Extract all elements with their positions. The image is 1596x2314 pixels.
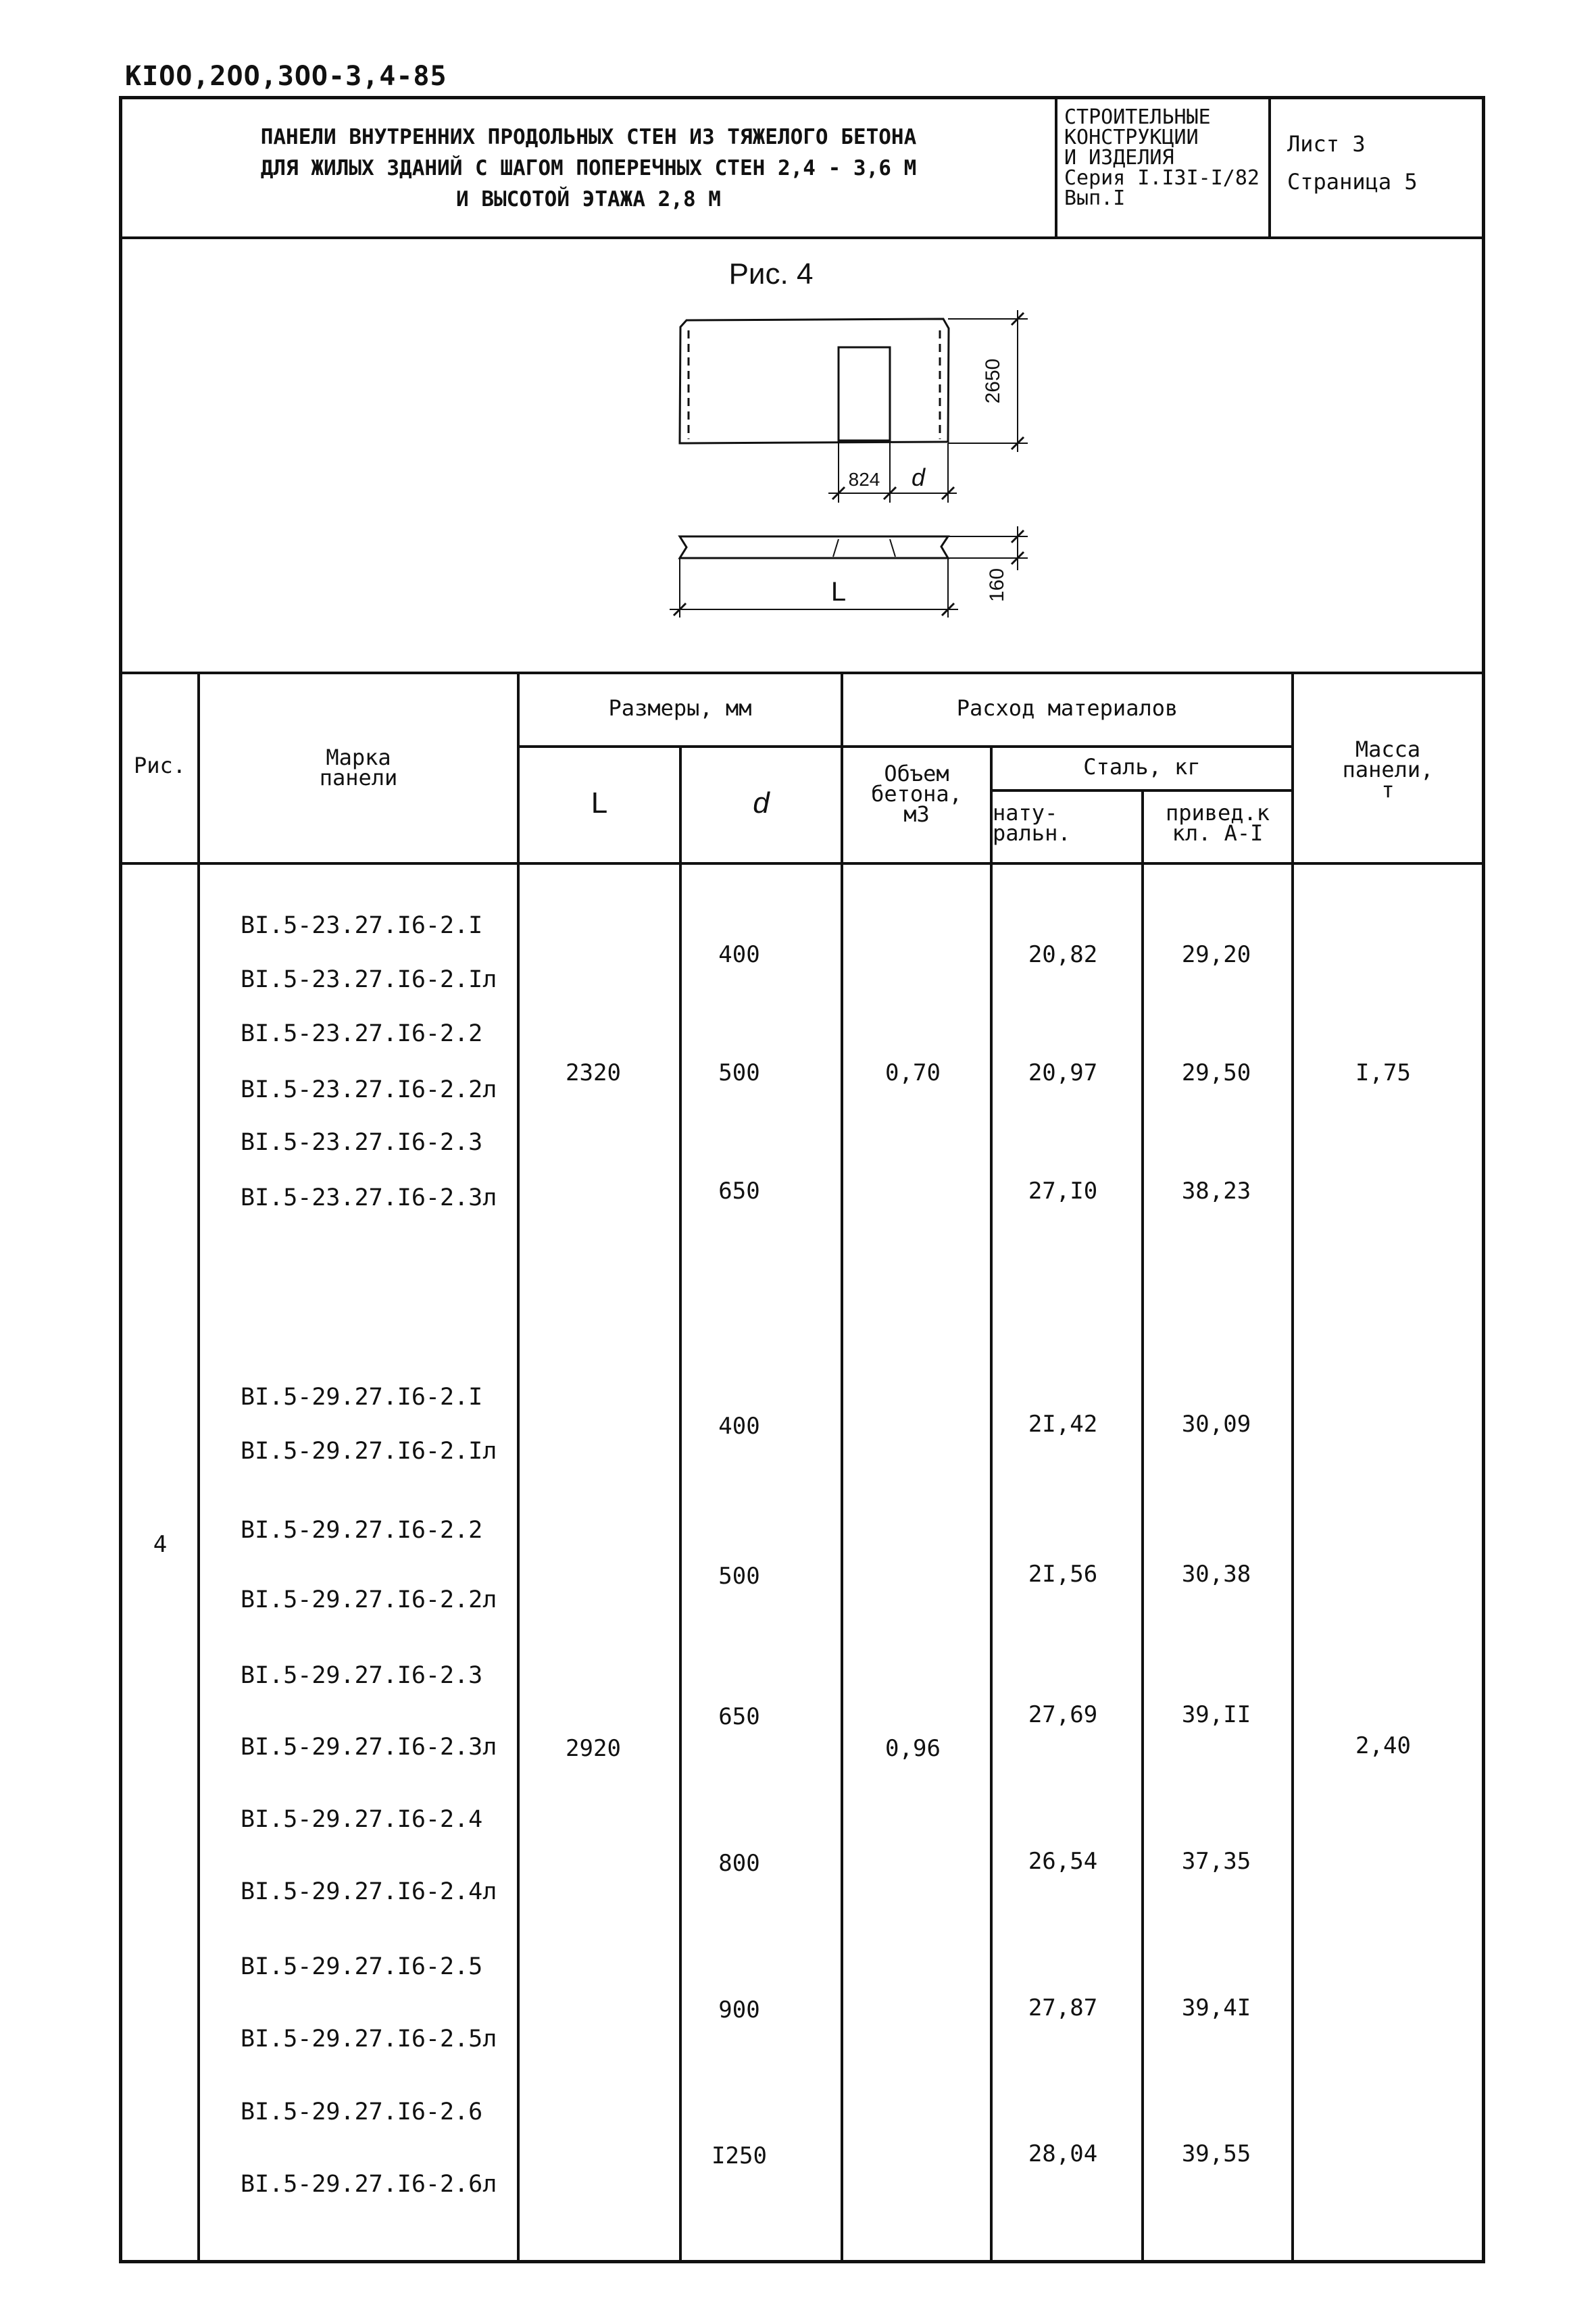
volume-value: 0,70 — [885, 1059, 941, 1086]
header-reduced — [1144, 800, 1291, 846]
dim-d-label: d — [911, 463, 926, 491]
page-number: Страница 5 — [1287, 169, 1418, 195]
header-sizes: Размеры, мм — [608, 695, 752, 721]
steel-reduced-value: 30,09 — [1181, 1411, 1251, 1438]
steel-reduced-value: 29,50 — [1181, 1059, 1251, 1086]
sheet-block — [1274, 99, 1483, 236]
panel-mark: BI.5-29.27.I6-2.3 — [241, 1662, 483, 1689]
plan-opening-line — [833, 539, 839, 557]
figure-caption: Рис. 4 — [728, 257, 814, 291]
table-divider — [841, 674, 843, 2260]
dim-length-label: L — [830, 577, 847, 607]
panel-plan — [680, 536, 948, 558]
steel-reduced-value: 39,55 — [1181, 2140, 1251, 2167]
title-line: И ВЫСОТОЙ ЭТАЖА 2,8 М — [456, 186, 721, 211]
table-divider — [517, 674, 520, 2260]
figure-number: 4 — [153, 1531, 168, 1558]
header-mark-line: Марка — [326, 745, 391, 770]
steel-natural-value: 27,I0 — [1028, 1178, 1098, 1205]
title-line: ДЛЯ ЖИЛЫХ ЗДАНИЙ С ШАГОМ ПОПЕРЕЧНЫХ СТЕН 2,4 - 3,6 М — [260, 155, 917, 180]
steel-natural-value: 20,97 — [1028, 1059, 1098, 1086]
document-title — [122, 99, 1057, 236]
panel-drawing — [122, 239, 1482, 672]
panel-mark: BI.5-29.27.I6-2.5л — [241, 2026, 497, 2053]
header-mass-line: т — [1381, 777, 1395, 803]
panel-mark: BI.5-23.27.I6-2.2л — [241, 1076, 497, 1103]
steel-natural-value: 27,69 — [1028, 1701, 1098, 1728]
panel-mark: BI.5-29.27.I6-2.4 — [241, 1806, 483, 1833]
header-natural — [993, 800, 1141, 846]
table-divider — [990, 789, 1294, 792]
series-line: И ИЗДЕЛИЯ — [1064, 146, 1174, 170]
d-value: 650 — [718, 1178, 760, 1205]
panel-mark: BI.5-23.27.I6-2.2 — [241, 1020, 483, 1047]
header-mark — [200, 747, 517, 788]
steel-natural-value: 2I,42 — [1028, 1411, 1098, 1438]
table-divider — [197, 674, 200, 2260]
header-natural-line: нату- — [993, 800, 1058, 826]
d-value: 800 — [718, 1850, 760, 1877]
header-steel: Сталь, кг — [1083, 754, 1201, 780]
header-mass-line: Масса — [1355, 736, 1421, 762]
panel-mark: BI.5-29.27.I6-2.Iл — [241, 1438, 497, 1465]
table-header-bottom — [122, 862, 1482, 865]
steel-reduced-value: 37,35 — [1181, 1848, 1251, 1875]
figure-panel — [122, 239, 1482, 674]
header-materials: Расход материалов — [956, 695, 1178, 721]
volume-value: 0,96 — [885, 1735, 941, 1762]
panel-elevation — [680, 319, 949, 443]
series-block — [1057, 99, 1271, 236]
panel-mark: BI.5-29.27.I6-2.5 — [241, 1953, 483, 1980]
d-value: 400 — [718, 1413, 760, 1440]
panel-mark: BI.5-29.27.I6-2.I — [241, 1384, 483, 1411]
mass-value: 2,40 — [1355, 1732, 1411, 1759]
header-mark-line: панели — [319, 765, 398, 790]
series-line: Вып.I — [1064, 186, 1126, 210]
mass-value: I,75 — [1355, 1059, 1411, 1086]
door-opening — [839, 347, 890, 441]
panel-mark: BI.5-23.27.I6-2.3 — [241, 1129, 483, 1156]
document-frame — [119, 96, 1485, 2263]
header-volume-line: Объем — [884, 761, 949, 786]
panel-mark: BI.5-23.27.I6-2.3л — [241, 1184, 497, 1211]
steel-natural-value: 26,54 — [1028, 1848, 1098, 1875]
dim-opening-label: 824 — [848, 469, 880, 490]
table-divider — [517, 745, 1294, 748]
table-divider — [1291, 674, 1294, 2260]
steel-natural-value: 20,82 — [1028, 941, 1098, 968]
header-fig: Рис. — [133, 753, 186, 778]
series-line: СТРОИТЕЛЬНЫЕ — [1064, 105, 1211, 129]
panel-mark: BI.5-23.27.I6-2.Iл — [241, 966, 497, 993]
series-line: КОНСТРУКЦИИ — [1064, 126, 1199, 149]
header-reduced-line: привед.к — [1165, 800, 1270, 826]
panel-mark: BI.5-29.27.I6-2.6 — [241, 2098, 483, 2126]
document-code: KIOO,2OO,3OO-3,4-85 — [125, 61, 447, 92]
length-value: 2320 — [566, 1059, 621, 1086]
steel-reduced-value: 39,4I — [1181, 1994, 1251, 2021]
table-divider — [1141, 789, 1144, 2260]
d-value: 900 — [718, 1996, 760, 2023]
table-divider — [990, 745, 993, 2260]
materials-table — [122, 674, 1482, 2260]
series-line: Серия I.I3I-I/82 — [1064, 166, 1260, 190]
sheet-number: Лист 3 — [1287, 131, 1366, 157]
steel-reduced-value: 29,20 — [1181, 941, 1251, 968]
steel-reduced-value: 30,38 — [1181, 1561, 1251, 1588]
header-mass-line: панели, — [1342, 757, 1434, 782]
dim-height-label: 2650 — [982, 358, 1004, 404]
header-volume-line: м3 — [903, 801, 930, 827]
header-L: L — [591, 786, 608, 820]
length-value: 2920 — [566, 1735, 621, 1762]
panel-mark: BI.5-29.27.I6-2.3л — [241, 1734, 497, 1761]
panel-mark: BI.5-29.27.I6-2.2л — [241, 1586, 497, 1613]
panel-mark: BI.5-29.27.I6-2.4л — [241, 1878, 497, 1905]
steel-natural-value: 27,87 — [1028, 1994, 1098, 2021]
steel-reduced-value: 39,II — [1181, 1701, 1251, 1728]
steel-reduced-value: 38,23 — [1181, 1178, 1251, 1205]
title-line: ПАНЕЛИ ВНУТРЕННИХ ПРОДОЛЬНЫХ СТЕН ИЗ ТЯЖЕЛОГО БЕТОНА — [260, 124, 917, 149]
header-reduced-line: кл. А-I — [1172, 820, 1264, 846]
d-value: 500 — [718, 1059, 760, 1086]
header-d: d — [753, 786, 770, 820]
plan-opening-line — [890, 539, 895, 557]
header-natural-line: ральн. — [993, 820, 1071, 846]
panel-mark: BI.5-23.27.I6-2.I — [241, 912, 483, 939]
steel-natural-value: 2I,56 — [1028, 1561, 1098, 1588]
header-volume-line: бетона, — [871, 781, 962, 807]
header-mass — [1294, 736, 1482, 803]
d-value: 400 — [718, 941, 760, 968]
d-value: 500 — [718, 1563, 760, 1590]
table-divider — [679, 745, 682, 2260]
d-value: I250 — [712, 2142, 767, 2169]
title-block — [122, 99, 1482, 239]
steel-natural-value: 28,04 — [1028, 2140, 1098, 2167]
header-volume — [843, 761, 990, 827]
dim-thickness-label: 160 — [986, 568, 1008, 603]
d-value: 650 — [718, 1703, 760, 1730]
panel-mark: BI.5-29.27.I6-2.2 — [241, 1517, 483, 1544]
panel-mark: BI.5-29.27.I6-2.6л — [241, 2171, 497, 2198]
